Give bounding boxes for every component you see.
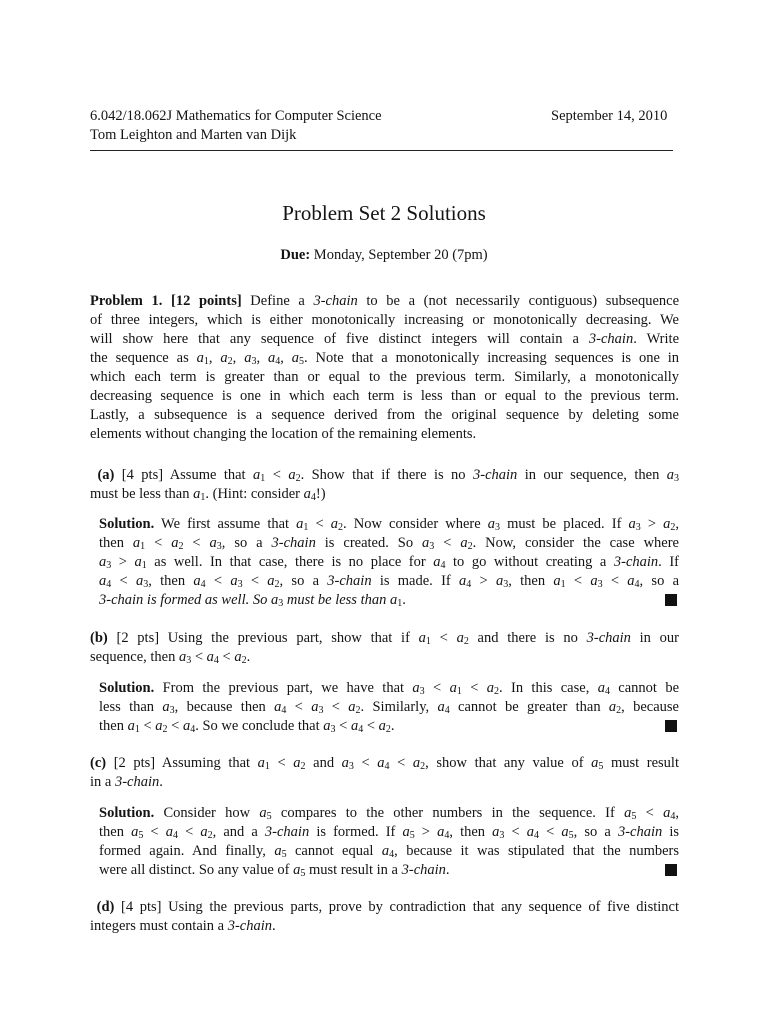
- due-line: [0, 246, 768, 265]
- header-rule: [90, 150, 673, 151]
- date: September 14, 2010: [551, 108, 668, 124]
- due-label: Due:: [280, 247, 311, 263]
- qed-mark: [665, 864, 677, 876]
- problem-label: Problem 1.: [90, 293, 163, 309]
- term-3-chain: 3-chain: [313, 293, 358, 309]
- page-title: Problem Set 2 Solutions: [282, 201, 486, 225]
- due-value: Monday, September 20 (7pm): [313, 247, 488, 263]
- problem-points: [12 points]: [171, 293, 242, 309]
- part-b-label: (b): [90, 630, 108, 646]
- authors: Tom Leighton and Marten van Dijk: [90, 127, 297, 143]
- qed-mark: [665, 720, 677, 732]
- part-a-label: (a): [97, 467, 115, 483]
- qed-mark: [665, 594, 677, 606]
- page: 6.042/18.062J Mathematics for Computer Science September 14, 2010 Tom Leighton and Marten van Dijk Problem Set 2 Solutions Due: Monday, September 20 (7pm) Problem 1. [12 points] Define a 3-chain to be a (not necessarily contiguous) subsequence of three integers, which is either monotonically increasing or monotonically decreasing. We will show here that any sequence of five distinct integers will contain a 3-chain. Write the sequence as $a_1$, $a_2$, $a_3$, $a_4$, $a_5$. Note that a monotonically increasing sequences is one in which each term is greater than or equal to the previous term. Similarly, a monotonically decreasing sequence is one in which each term is less than or equal to the previous term. Lastly, a subsequence is a sequence derived from the original sequence by deleting some elements without changing the location of the remaining elements. (a) [4 pts] Assume that $a_1 < a_2$. Show that if there is no 3-chain in our sequence, then $a_3$ must be less than $a_1$. (Hint: consider $a_4$!) Solution. We first assume that $a_1 < a_2$. Now consider where $a_3$ must be placed. If $a_3 > a_2$, then $a_1 < a_2 < a_3$, so a 3-chain is created. So $a_3 < a_2$. Now, consider the case where $a_3 > a_1$ as well. In that case, there is no place for $a_4$ to go without creating a 3-chain. If $a_4 < a_3$, then $a_4 < a_3 < a_2$, so a 3-chain is made. If $a_4 > a_3$, then $a_1 < a_3 < a_4$, so a 3-chain is formed as well. So $a_3$ must be less than $a_1$. (b) [2 pts] Using the previous part, show that if $a_1 < a_2$ and there is no 3-chain in our sequence, then $a_3 < a_4 < a_2$. Solution. From the previous part, we have that $a_3 < a_1 < a_2$. In this case, $a_4$ cannot be less than $a_3$, because then $a_4 < a_3 < a_2$. Similarly, $a_4$ cannot be greater than $a_2$, because then $a_1 < a_2 < a_4$. So we conclude that $a_3 < a_4 < a_2$. (c) [2 pts] Assuming that $a_1 < a_2$ and $a_3 < a_4 < a_2$, show that any value of $a_5$ must result in a 3-chain. Solution. Consider how $a_5$ compares to the other numbers in the sequence. If $a_5 < a_4$, then $a_5 < a_4 < a_2$, and a 3-chain is formed. If $a_5 > a_4$, then $a_3 < a_4 < a_5$, so a 3-chain is formed again. And finally, $a_5$ cannot equal $a_4$, because it was stipulated that the numbers were all distinct. So any value of $a_5$ must result in a 3-chain. (d) [4 pts] Using the previous parts, prove by contradiction that any sequence of five distinct integers must contain a 3-chain.: [0, 0, 768, 1024]
- part-c-label: (c): [90, 755, 107, 771]
- course-title: 6.042/18.062J Mathematics for Computer Science: [90, 108, 382, 124]
- part-d-label: (d): [96, 899, 115, 915]
- solution-label: Solution.: [99, 516, 155, 532]
